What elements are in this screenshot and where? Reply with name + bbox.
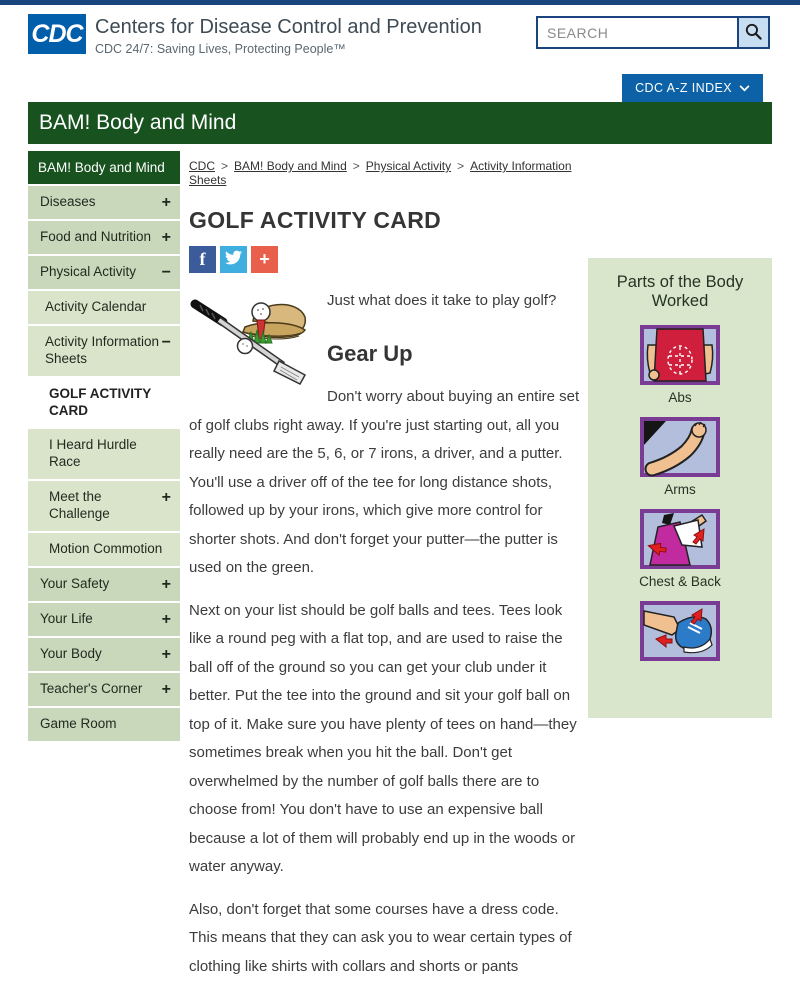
expand-plus-icon[interactable]: + (161, 194, 171, 211)
expand-plus-icon[interactable]: + (161, 645, 171, 663)
az-index-button[interactable] (622, 74, 763, 102)
article (189, 287, 582, 981)
cdc-logo[interactable]: CDC (28, 14, 86, 54)
breadcrumb-link[interactable]: BAM! Body and Mind (234, 159, 347, 173)
breadcrumb (189, 159, 582, 187)
sidebar-item-your-body[interactable] (28, 638, 180, 671)
sidebar-item-activity-information-sheets[interactable] (28, 326, 180, 376)
body-part-label: Abs (668, 390, 692, 405)
sidebar-nav (28, 151, 180, 743)
expand-plus-icon[interactable]: + (161, 680, 171, 698)
breadcrumb-link[interactable]: Activity Information Sheets (189, 159, 572, 187)
facebook-icon: f (199, 249, 206, 269)
site-header (0, 5, 800, 64)
body-part-label: Chest & Back (639, 574, 721, 589)
legs-illustration (640, 601, 720, 661)
breadcrumb-link[interactable]: Physical Activity (365, 159, 452, 173)
search-box (536, 16, 770, 49)
cdc-brand[interactable] (28, 14, 482, 56)
az-index-label: CDC A-Z INDEX (635, 80, 732, 95)
expand-plus-icon[interactable]: + (161, 610, 171, 628)
sidebar-item-motion-commotion[interactable] (28, 533, 180, 566)
sidebar-item-label: I Heard Hurdle Race (49, 437, 137, 470)
sidebar-item-teacher-s-corner[interactable] (28, 673, 180, 706)
expand-plus-icon[interactable]: + (161, 229, 171, 246)
share-buttons (189, 246, 582, 273)
subheader (0, 64, 800, 102)
sidebar-item-your-life[interactable] (28, 603, 180, 636)
body-part-card-abs (596, 325, 764, 405)
paragraph: Don't worry about buying an entire set of golf clubs right away. If you're just starting out, all you really need are the 5, 6, or 7 irons, a driver, and a putter. You'll use a driver off of the tee for long distance shots, followed up by your irons, which give more control for shorter shots. And don't forget your putter—the putter is used on the green. (189, 388, 580, 577)
body-part-card-arms (596, 417, 764, 497)
sidebar-item-game-room[interactable] (28, 708, 180, 741)
plus-icon: + (259, 249, 270, 269)
sidebar-item-your-safety[interactable] (28, 568, 180, 601)
chevron-down-icon (739, 81, 750, 95)
breadcrumb-separator: > (221, 159, 229, 173)
sidebar-item-label: Your Body (40, 645, 102, 661)
sidebar-item-physical-activity[interactable] (28, 256, 180, 289)
sidebar-item-label: Activity Information Sheets (45, 333, 160, 366)
breadcrumb-link[interactable]: CDC (189, 159, 215, 173)
sidebar-item-activity-calendar[interactable] (28, 291, 180, 324)
golf-clipart-image (189, 291, 313, 387)
expand-plus-icon[interactable]: + (161, 489, 171, 507)
arms-illustration (640, 417, 720, 477)
sidebar-item-label: GOLF ACTIVITY CARD (49, 385, 152, 418)
section-heading: Gear Up (327, 340, 413, 366)
sidebar-item-golf-activity-card[interactable] (28, 378, 180, 428)
collapse-minus-icon[interactable]: − (161, 333, 171, 351)
sidebar-item-label: Meet the Challenge (49, 489, 110, 521)
sidebar-item-label: Physical Activity (40, 264, 137, 279)
sidebar-item-diseases[interactable] (28, 186, 180, 219)
sidebar-item-food-and-nutrition[interactable] (28, 221, 180, 254)
share-plus-button[interactable] (251, 246, 278, 273)
site-title: Centers for Disease Control and Prevention (95, 16, 482, 38)
main-content (180, 151, 588, 995)
twitter-share-button[interactable] (220, 246, 247, 273)
intro-text: Just what does it take to play golf? (327, 292, 557, 309)
abs-illustration (640, 325, 720, 385)
sidebar-item-label: Motion Commotion (49, 540, 163, 556)
sidebar-item-label: Your Life (40, 610, 93, 626)
sidebar-item-label: Activity Calendar (45, 299, 147, 314)
sidebar-item-i-heard-hurdle-race[interactable] (28, 429, 180, 479)
body-parts-panel (588, 258, 772, 718)
sidebar-item-label: Teacher's Corner (40, 680, 143, 696)
sidebar-item-label: Diseases (40, 194, 96, 209)
body-part-card-chest-back (596, 509, 764, 589)
search-button[interactable] (737, 18, 768, 47)
search-input[interactable] (538, 18, 737, 47)
expand-plus-icon[interactable]: + (161, 575, 171, 593)
twitter-bird-icon (225, 249, 242, 271)
breadcrumb-separator: > (352, 159, 360, 173)
collapse-minus-icon[interactable]: − (161, 264, 171, 281)
sidebar-header[interactable]: BAM! Body and Mind (28, 151, 180, 184)
sidebar-item-label: Food and Nutrition (40, 229, 152, 244)
body-part-label: Arms (664, 482, 696, 497)
magnifier-icon (744, 22, 763, 44)
facebook-share-button[interactable] (189, 246, 216, 273)
body-parts-title: Parts of the Body Worked (616, 273, 744, 310)
chest-back-illustration (640, 509, 720, 569)
sidebar-item-label: Your Safety (40, 575, 110, 591)
article-paragraphs (189, 383, 582, 981)
page-title: GOLF ACTIVITY CARD (189, 207, 442, 233)
paragraph: Next on your list should be golf balls and tees. Tees look like a round peg with a flat top, and are used to raise the ball off of the ground so you can get your club under it better. Put the tee into the ground and sit your golf ball on top of it. Make sure you have plenty of tees on hand—they sometimes break when you hit the ball. Don't get overwhelmed by the number of golf balls there are to choose from! You don't have to use an expensive ball because a lot of them will probably end up in the woods or water anyway. (189, 601, 577, 876)
sidebar-item-meet-the-challenge[interactable] (28, 481, 180, 531)
sidebar-items (28, 186, 180, 741)
breadcrumb-separator: > (457, 159, 465, 173)
paragraph: Also, don't forget that some courses have a dress code. This means that they can ask you to wear certain types of clothing like shirts with collars and shorts or pants (189, 900, 572, 975)
site-section-banner: BAM! Body and Mind (28, 102, 772, 144)
site-tagline: CDC 24/7: Saving Lives, Protecting People™ (95, 42, 346, 56)
sidebar-item-label: Game Room (40, 715, 117, 731)
body-part-card-legs (596, 601, 764, 666)
